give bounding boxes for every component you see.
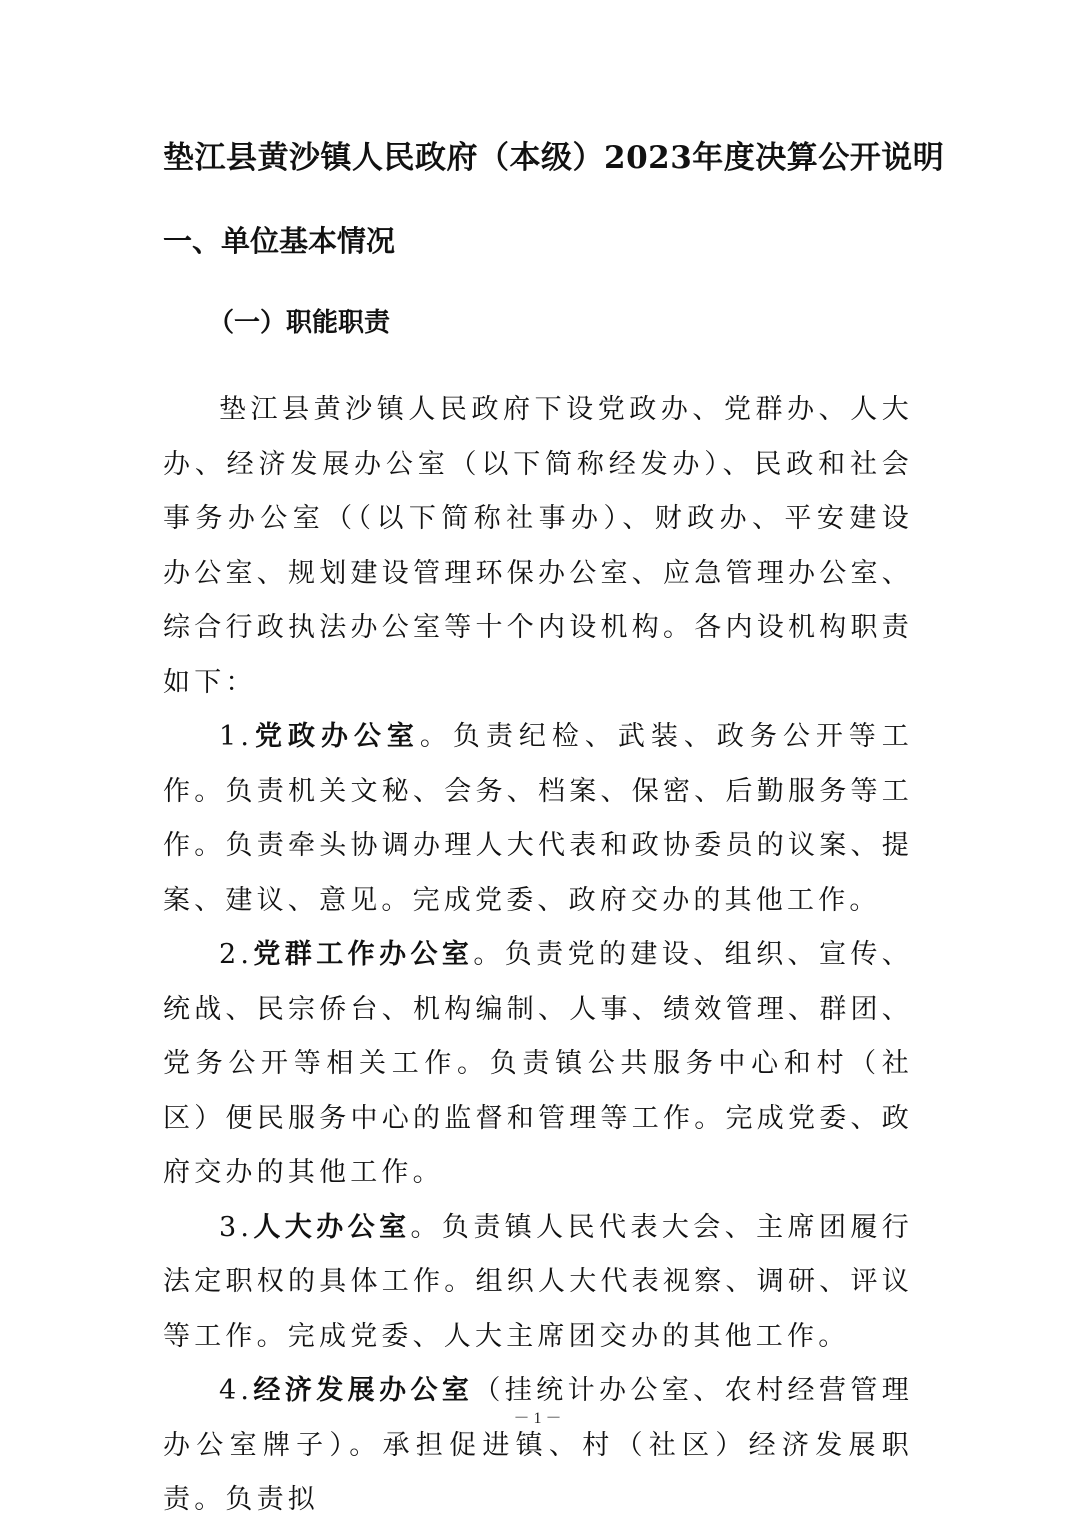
document-body xyxy=(163,383,913,1528)
item-lead: 党政办公室 xyxy=(253,721,420,752)
item-text: 。负责党的建设、组织、宣传、统战、民宗侨台、机构编制、人事、绩效管理、群团、党务公开等相关工作。负责镇公共服务中心和村（社区）便民服务中心的监督和管理等工作。完成党委、政府交办的其他工作。 xyxy=(163,939,913,1188)
list-item xyxy=(163,1364,913,1528)
item-lead: 经济发展办公室 xyxy=(253,1375,474,1406)
page-number: － 1 － xyxy=(513,1410,562,1427)
item-number: 2. xyxy=(219,939,254,970)
item-number: 4. xyxy=(219,1375,254,1406)
item-text: 。负责纪检、武装、政务公开等工作。负责机关文秘、会务、档案、保密、后勤服务等工作。负责牵头协调办理人大代表和政协委员的议案、提案、建议、意见。完成党委、政府交办的其他工作。 xyxy=(163,721,914,916)
item-number: 3. xyxy=(219,1211,254,1243)
document-title: 垫江县黄沙镇人民政府（本级）2023年度决算公开说明 xyxy=(163,140,945,176)
list-item xyxy=(163,928,913,1201)
item-lead: 党群工作办公室 xyxy=(253,939,474,970)
intro-paragraph: 垫江县黄沙镇人民政府下设党政办、党群办、人大办、经济发展办公室（以下简称经发办）、民政和社会事务办公室（（以下简称社事办）、财政办、平安建设办公室、规划建设管理环保办公室、应急管理办公室、综合行政执法办公室等十个内设机构。各内设机构职责如下： xyxy=(163,394,913,698)
item-text: （挂统计办公室、农村经营管理办公室牌子）。承担促进镇、村（社区）经济发展职责。负责拟 xyxy=(163,1375,913,1515)
item-lead: 人大办公室 xyxy=(253,1211,411,1243)
subsection-heading: （一）职能职责 xyxy=(208,308,391,338)
item-text: 。负责镇人民代表大会、主席团履行法定职权的具体工作。组织人大代表视察、调研、评议等工作。完成党委、人大主席团交办的其他工作。 xyxy=(163,1211,914,1352)
list-item xyxy=(163,710,913,928)
list-item xyxy=(163,1201,913,1365)
item-number: 1. xyxy=(219,721,254,752)
section-heading: 一、单位基本情况 xyxy=(163,224,396,258)
